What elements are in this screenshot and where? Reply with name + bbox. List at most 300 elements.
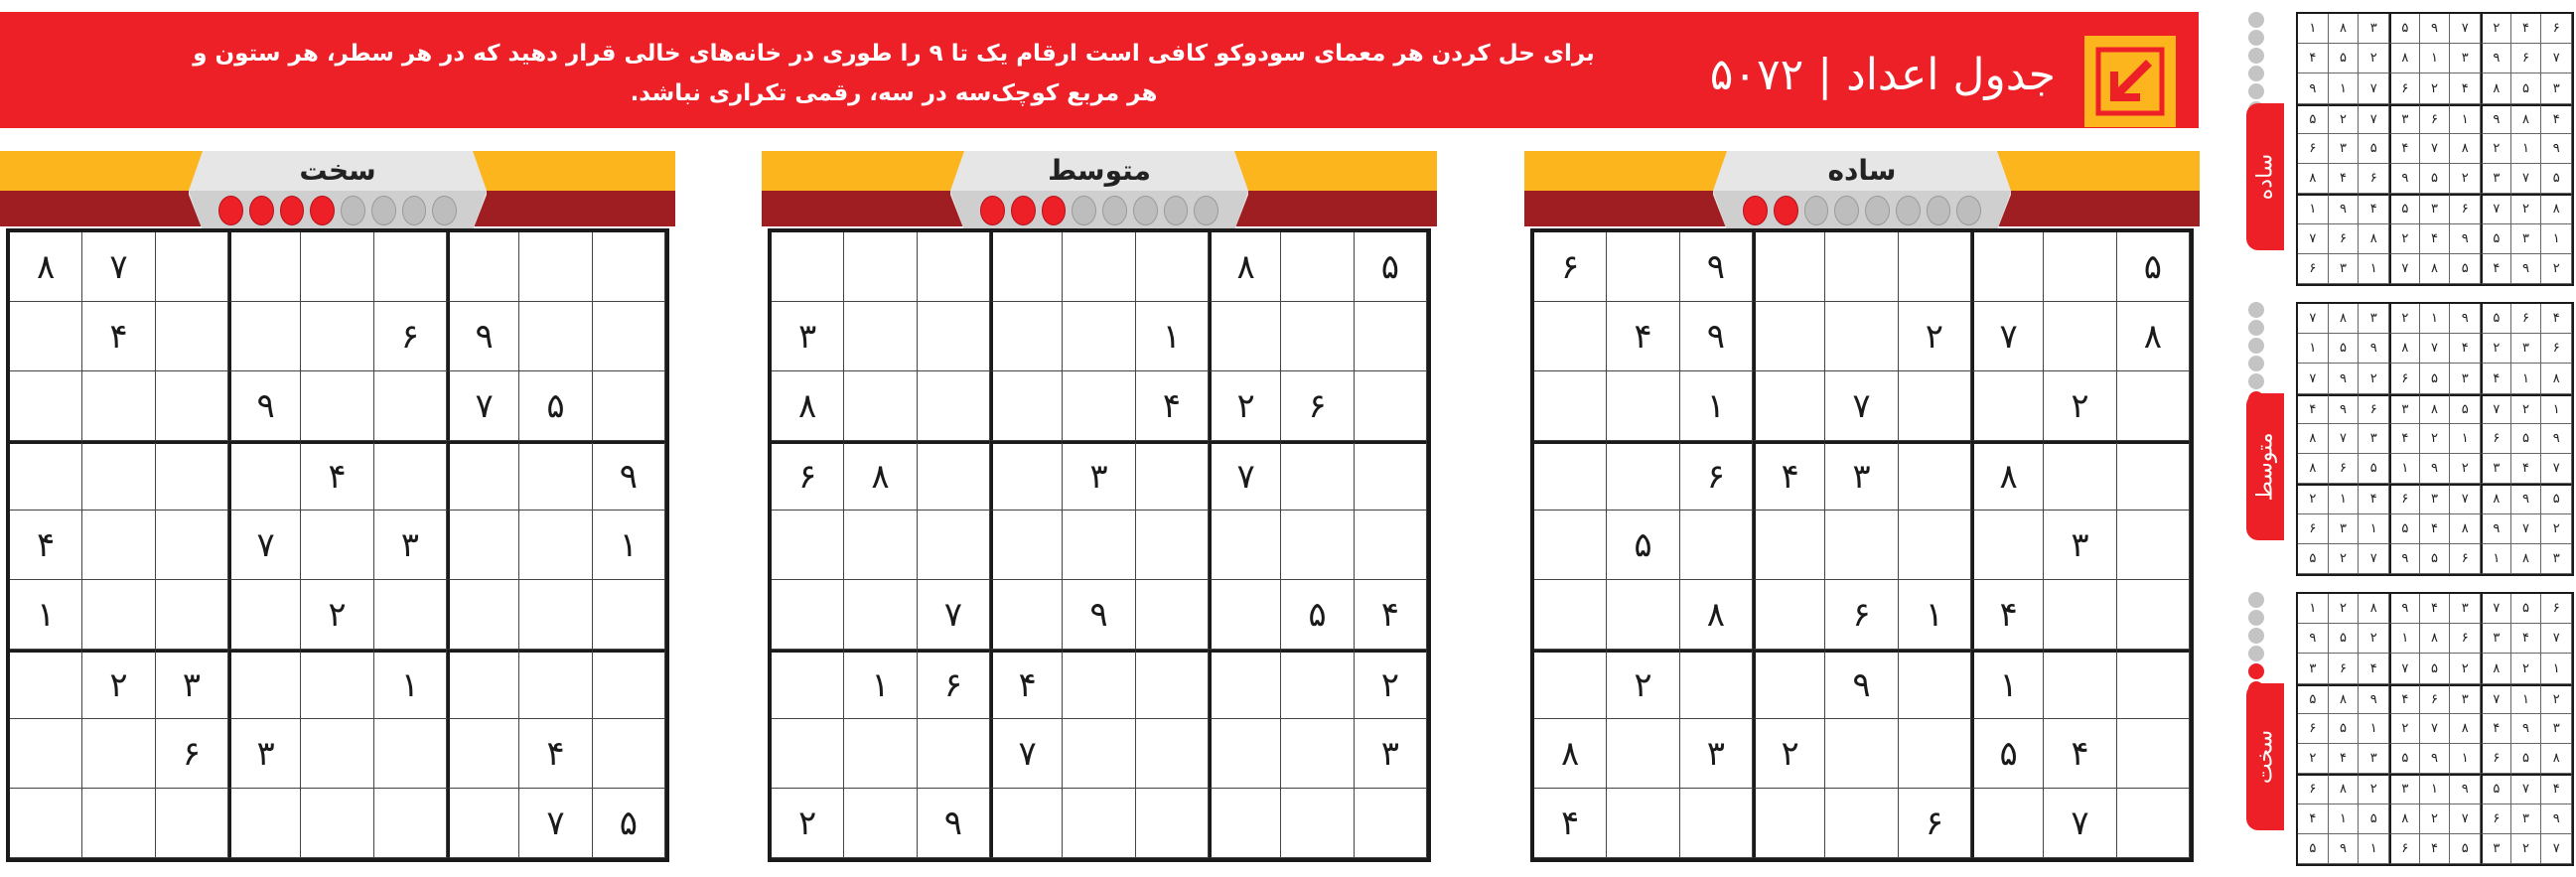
sudoku-cell[interactable]: ۲	[2044, 371, 2116, 441]
sudoku-cell[interactable]: ۸	[1971, 441, 2044, 511]
sudoku-cell[interactable]	[10, 302, 82, 371]
sudoku-cell[interactable]: ۳	[1680, 719, 1753, 789]
sudoku-cell[interactable]: ۹	[447, 302, 519, 371]
sudoku-cell[interactable]	[1607, 719, 1679, 789]
sudoku-cell[interactable]	[918, 371, 990, 441]
sudoku-cell[interactable]: ۷	[1825, 371, 1898, 441]
sudoku-cell[interactable]: ۷	[447, 371, 519, 441]
sudoku-cell[interactable]	[301, 719, 373, 789]
sudoku-cell[interactable]: ۴	[1355, 580, 1427, 650]
sudoku-cell[interactable]: ۸	[1534, 719, 1607, 789]
sudoku-cell[interactable]	[10, 441, 82, 511]
sudoku-cell[interactable]	[1281, 719, 1354, 789]
answer-cell: ۳	[2511, 804, 2542, 834]
sudoku-cell[interactable]	[82, 719, 155, 789]
sudoku-cell[interactable]: ۶	[1534, 232, 1607, 302]
sudoku-cell[interactable]: ۷	[990, 719, 1063, 789]
sudoku-cell[interactable]	[1753, 511, 1825, 580]
sudoku-cell[interactable]	[1355, 441, 1427, 511]
sudoku-cell[interactable]: ۶	[1680, 441, 1753, 511]
sudoku-cell[interactable]: ۱	[1680, 371, 1753, 441]
sudoku-cell[interactable]	[2044, 232, 2116, 302]
header-banner	[0, 12, 2199, 128]
sudoku-cell[interactable]	[2044, 302, 2116, 371]
sudoku-cell[interactable]	[1753, 302, 1825, 371]
answer-cell: ۸	[2329, 684, 2360, 714]
sudoku-cell[interactable]: ۹	[1825, 650, 1898, 719]
answer-cell: ۴	[2481, 714, 2511, 744]
sudoku-cell[interactable]	[82, 371, 155, 441]
answer-cell: ۷	[2481, 194, 2511, 223]
sudoku-cell[interactable]	[1899, 719, 1971, 789]
sudoku-cell[interactable]: ۶	[374, 302, 447, 371]
sudoku-cell[interactable]	[156, 789, 228, 858]
sudoku-cell[interactable]: ۳	[228, 719, 301, 789]
sudoku-cell[interactable]	[772, 580, 844, 650]
sudoku-cell[interactable]	[1607, 371, 1679, 441]
sudoku-cell[interactable]	[228, 302, 301, 371]
sudoku-cell[interactable]: ۹	[1680, 232, 1753, 302]
sudoku-cell[interactable]	[1063, 789, 1135, 858]
sudoku-cell[interactable]	[1534, 371, 1607, 441]
sudoku-cell[interactable]: ۳	[374, 511, 447, 580]
answer-cell: ۲	[2420, 424, 2451, 454]
answer-cell: ۹	[2450, 304, 2481, 334]
sudoku-cell[interactable]	[1680, 511, 1753, 580]
sudoku-cell[interactable]	[990, 580, 1063, 650]
sudoku-cell[interactable]	[1281, 441, 1354, 511]
sudoku-cell[interactable]	[447, 232, 519, 302]
answer-cell: ۵	[2329, 44, 2360, 73]
sudoku-cell[interactable]	[82, 580, 155, 650]
sudoku-cell[interactable]	[1899, 232, 1971, 302]
sudoku-cell[interactable]: ۵	[1355, 232, 1427, 302]
sudoku-cell[interactable]	[1753, 580, 1825, 650]
sudoku-cell[interactable]: ۴	[990, 650, 1063, 719]
sudoku-cell[interactable]	[1825, 719, 1898, 789]
answer-cell: ۹	[2359, 684, 2389, 714]
sudoku-cell[interactable]: ۲	[772, 789, 844, 858]
sudoku-cell[interactable]: ۲	[82, 650, 155, 719]
sudoku-cell[interactable]	[374, 580, 447, 650]
sudoku-cell[interactable]	[918, 441, 990, 511]
puzzle-easy	[1524, 151, 2200, 862]
sudoku-cell[interactable]	[1753, 789, 1825, 858]
sudoku-cell[interactable]: ۵	[1607, 511, 1679, 580]
sudoku-cell[interactable]: ۴	[1753, 441, 1825, 511]
sudoku-cell[interactable]: ۷	[2044, 789, 2116, 858]
answer-cell: ۲	[2359, 624, 2389, 654]
sudoku-cell[interactable]: ۳	[2044, 511, 2116, 580]
answer-difficulty-dot	[2248, 83, 2264, 99]
sudoku-cell[interactable]	[1136, 441, 1209, 511]
sudoku-cell[interactable]	[1607, 441, 1679, 511]
difficulty-dots	[218, 195, 457, 226]
answer-difficulty-dot	[2248, 610, 2264, 626]
sudoku-cell[interactable]: ۲	[301, 580, 373, 650]
sudoku-cell[interactable]	[844, 371, 917, 441]
sudoku-cell[interactable]	[1136, 511, 1209, 580]
sudoku-cell[interactable]	[1534, 580, 1607, 650]
sudoku-cell[interactable]: ۶	[918, 650, 990, 719]
sudoku-cell[interactable]	[1899, 650, 1971, 719]
sudoku-cell[interactable]	[1607, 789, 1679, 858]
sudoku-cell[interactable]	[1281, 650, 1354, 719]
sudoku-cell[interactable]	[844, 232, 917, 302]
sudoku-cell[interactable]: ۱	[1136, 302, 1209, 371]
sudoku-cell[interactable]	[990, 511, 1063, 580]
sudoku-cell[interactable]	[593, 650, 665, 719]
sudoku-cell[interactable]: ۴	[82, 302, 155, 371]
sudoku-cell[interactable]	[519, 511, 592, 580]
sudoku-cell[interactable]	[1281, 789, 1354, 858]
answer-cell: ۲	[2389, 714, 2420, 744]
sudoku-cell[interactable]	[2117, 789, 2190, 858]
sudoku-cell[interactable]	[82, 789, 155, 858]
sudoku-cell[interactable]	[1680, 650, 1753, 719]
sudoku-cell[interactable]	[447, 650, 519, 719]
sudoku-cell[interactable]	[447, 789, 519, 858]
sudoku-cell[interactable]	[374, 232, 447, 302]
answer-cell: ۷	[2389, 654, 2420, 683]
sudoku-cell[interactable]	[990, 441, 1063, 511]
sudoku-cell[interactable]	[772, 511, 844, 580]
sudoku-cell[interactable]	[1534, 441, 1607, 511]
sudoku-cell[interactable]	[1209, 511, 1281, 580]
sudoku-cell[interactable]	[1063, 650, 1135, 719]
sudoku-cell[interactable]	[1136, 232, 1209, 302]
sudoku-cell[interactable]: ۴	[1607, 302, 1679, 371]
sudoku-cell[interactable]: ۴	[1136, 371, 1209, 441]
sudoku-cell[interactable]	[301, 650, 373, 719]
sudoku-cell[interactable]	[1063, 302, 1135, 371]
sudoku-cell[interactable]	[844, 789, 917, 858]
sudoku-cell[interactable]	[1281, 302, 1354, 371]
sudoku-cell[interactable]: ۸	[844, 441, 917, 511]
sudoku-cell[interactable]	[2117, 441, 2190, 511]
sudoku-cell[interactable]	[1607, 580, 1679, 650]
sudoku-cell[interactable]	[1753, 650, 1825, 719]
sudoku-cell[interactable]: ۱	[844, 650, 917, 719]
sudoku-cell[interactable]	[1753, 232, 1825, 302]
sudoku-cell[interactable]	[593, 232, 665, 302]
sudoku-cell[interactable]: ۹	[228, 371, 301, 441]
answer-cell: ۸	[2298, 164, 2329, 194]
answer-difficulty-dot	[2248, 66, 2264, 81]
answer-cell: ۵	[2298, 684, 2329, 714]
sudoku-cell[interactable]: ۷	[519, 789, 592, 858]
sudoku-cell[interactable]	[228, 789, 301, 858]
sudoku-cell[interactable]: ۲	[1899, 302, 1971, 371]
sudoku-cell[interactable]: ۲	[1607, 650, 1679, 719]
sudoku-cell[interactable]	[990, 302, 1063, 371]
sudoku-cell[interactable]	[519, 441, 592, 511]
sudoku-cell[interactable]: ۲	[1209, 371, 1281, 441]
sudoku-cell[interactable]	[990, 789, 1063, 858]
sudoku-cell[interactable]: ۴	[2044, 719, 2116, 789]
sudoku-cell[interactable]	[2117, 511, 2190, 580]
sudoku-cell[interactable]: ۴	[1971, 580, 2044, 650]
answer-cell: ۹	[2420, 14, 2451, 44]
sudoku-cell[interactable]	[374, 789, 447, 858]
sudoku-cell[interactable]	[1136, 650, 1209, 719]
sudoku-cell[interactable]	[1971, 232, 2044, 302]
sudoku-cell[interactable]	[1281, 232, 1354, 302]
sudoku-cell[interactable]	[1355, 789, 1427, 858]
sudoku-cell[interactable]: ۸	[2117, 302, 2190, 371]
sudoku-cell[interactable]: ۴	[10, 511, 82, 580]
sudoku-cell[interactable]	[301, 371, 373, 441]
sudoku-cell[interactable]	[519, 302, 592, 371]
sudoku-cell[interactable]	[772, 650, 844, 719]
answer-cell: ۱	[2329, 804, 2360, 834]
sudoku-cell[interactable]	[156, 232, 228, 302]
difficulty-dot	[432, 196, 457, 225]
sudoku-cell[interactable]	[1355, 371, 1427, 441]
sudoku-cell[interactable]: ۶	[772, 441, 844, 511]
sudoku-cell[interactable]: ۳	[156, 650, 228, 719]
sudoku-cell[interactable]	[82, 441, 155, 511]
sudoku-cell[interactable]	[1534, 650, 1607, 719]
sudoku-cell[interactable]	[593, 719, 665, 789]
sudoku-cell[interactable]	[1534, 302, 1607, 371]
answer-cell: ۷	[2329, 424, 2360, 454]
sudoku-cell[interactable]: ۹	[1680, 302, 1753, 371]
sudoku-cell[interactable]	[301, 789, 373, 858]
sudoku-cell[interactable]	[156, 511, 228, 580]
sudoku-cell[interactable]	[1607, 232, 1679, 302]
sudoku-cell[interactable]	[844, 580, 917, 650]
sudoku-cell[interactable]	[1063, 371, 1135, 441]
sudoku-cell[interactable]	[10, 371, 82, 441]
sudoku-cell[interactable]	[2117, 371, 2190, 441]
answer-cell: ۵	[2298, 834, 2329, 864]
answer-cell: ۲	[2511, 394, 2542, 424]
sudoku-cell[interactable]	[918, 302, 990, 371]
sudoku-cell[interactable]	[844, 302, 917, 371]
sudoku-cell[interactable]	[10, 650, 82, 719]
sudoku-cell[interactable]	[1899, 371, 1971, 441]
sudoku-cell[interactable]: ۵	[1971, 719, 2044, 789]
puzzle-medium	[762, 151, 1437, 862]
sudoku-cell[interactable]	[228, 650, 301, 719]
sudoku-cell[interactable]	[990, 232, 1063, 302]
sudoku-cell[interactable]: ۶	[1899, 789, 1971, 858]
sudoku-cell[interactable]	[447, 719, 519, 789]
answer-cell: ۵	[2420, 164, 2451, 194]
sudoku-cell[interactable]	[1971, 371, 2044, 441]
sudoku-cell[interactable]: ۱	[374, 650, 447, 719]
sudoku-cell[interactable]	[519, 232, 592, 302]
sudoku-cell[interactable]: ۶	[156, 719, 228, 789]
sudoku-cell[interactable]	[156, 580, 228, 650]
sudoku-cell[interactable]	[519, 580, 592, 650]
sudoku-cell[interactable]	[301, 511, 373, 580]
sudoku-cell[interactable]	[447, 511, 519, 580]
sudoku-cell[interactable]	[1209, 580, 1281, 650]
sudoku-cell[interactable]: ۷	[918, 580, 990, 650]
sudoku-cell[interactable]	[1825, 511, 1898, 580]
answer-cell: ۳	[2359, 744, 2389, 774]
sudoku-cell[interactable]	[1753, 371, 1825, 441]
sudoku-cell[interactable]: ۲	[1753, 719, 1825, 789]
sudoku-cell[interactable]: ۷	[82, 232, 155, 302]
sudoku-cell[interactable]	[301, 302, 373, 371]
sudoku-cell[interactable]	[1899, 441, 1971, 511]
sudoku-cell[interactable]	[447, 580, 519, 650]
answer-cell: ۸	[2541, 744, 2572, 774]
sudoku-cell[interactable]	[82, 511, 155, 580]
sudoku-cell[interactable]	[990, 371, 1063, 441]
sudoku-cell[interactable]: ۳	[772, 302, 844, 371]
sudoku-cell[interactable]	[1209, 789, 1281, 858]
sudoku-cell[interactable]	[1063, 719, 1135, 789]
sudoku-cell[interactable]: ۳	[1063, 441, 1135, 511]
sudoku-cell[interactable]	[593, 302, 665, 371]
sudoku-cell[interactable]: ۴	[301, 441, 373, 511]
answer-cell: ۸	[2329, 774, 2360, 804]
sudoku-cell[interactable]	[228, 232, 301, 302]
sudoku-cell[interactable]	[228, 580, 301, 650]
sudoku-cell[interactable]: ۹	[1063, 580, 1135, 650]
answer-cell: ۵	[2389, 744, 2420, 774]
sudoku-cell[interactable]	[374, 371, 447, 441]
answer-cell: ۳	[2450, 594, 2481, 624]
answer-cell: ۴	[2329, 744, 2360, 774]
sudoku-cell[interactable]	[1136, 719, 1209, 789]
sudoku-cell[interactable]: ۵	[1281, 580, 1354, 650]
sudoku-cell[interactable]	[2117, 719, 2190, 789]
sudoku-cell[interactable]	[1209, 650, 1281, 719]
sudoku-cell[interactable]: ۸	[10, 232, 82, 302]
sudoku-cell[interactable]: ۵	[2117, 232, 2190, 302]
sudoku-cell[interactable]	[1355, 302, 1427, 371]
answer-cell: ۷	[2541, 44, 2572, 73]
sudoku-cell[interactable]	[593, 580, 665, 650]
answer-cell: ۳	[2450, 364, 2481, 393]
sudoku-cell[interactable]	[1971, 789, 2044, 858]
sudoku-cell[interactable]: ۵	[519, 371, 592, 441]
sudoku-cell[interactable]: ۴	[519, 719, 592, 789]
sudoku-cell[interactable]: ۱	[1971, 650, 2044, 719]
sudoku-cell[interactable]: ۸	[1680, 580, 1753, 650]
sudoku-cell[interactable]	[844, 511, 917, 580]
sudoku-cell[interactable]	[918, 232, 990, 302]
answer-cell: ۴	[2389, 134, 2420, 164]
sudoku-cell[interactable]	[1209, 302, 1281, 371]
answer-cell: ۷	[2389, 254, 2420, 284]
sudoku-cell[interactable]: ۸	[772, 371, 844, 441]
answer-cell: ۸	[2481, 484, 2511, 513]
answer-cell: ۸	[2541, 364, 2572, 393]
sudoku-cell[interactable]: ۲	[1355, 650, 1427, 719]
sudoku-cell[interactable]: ۴	[1534, 789, 1607, 858]
sudoku-cell[interactable]	[1899, 511, 1971, 580]
sudoku-cell[interactable]	[1825, 232, 1898, 302]
sudoku-cell[interactable]	[10, 789, 82, 858]
sudoku-cell[interactable]	[1355, 511, 1427, 580]
puzzle-header	[0, 151, 675, 230]
sudoku-cell[interactable]	[301, 232, 373, 302]
sudoku-cell[interactable]	[2117, 650, 2190, 719]
sudoku-cell[interactable]: ۱	[10, 580, 82, 650]
sudoku-cell[interactable]: ۷	[1209, 441, 1281, 511]
sudoku-cell[interactable]: ۸	[1209, 232, 1281, 302]
sudoku-cell[interactable]	[1281, 511, 1354, 580]
sudoku-cell[interactable]	[593, 371, 665, 441]
sudoku-cell[interactable]	[1971, 511, 2044, 580]
sudoku-cell[interactable]: ۷	[1971, 302, 2044, 371]
answer-cell: ۶	[2298, 254, 2329, 284]
sudoku-cell[interactable]: ۶	[1825, 580, 1898, 650]
sudoku-cell[interactable]	[1534, 511, 1607, 580]
sudoku-cell[interactable]: ۹	[918, 789, 990, 858]
sudoku-cell[interactable]	[156, 371, 228, 441]
sudoku-cell[interactable]	[1825, 302, 1898, 371]
sudoku-cell[interactable]: ۳	[1825, 441, 1898, 511]
answer-cell: ۳	[2481, 624, 2511, 654]
sudoku-cell[interactable]	[772, 719, 844, 789]
sudoku-cell[interactable]	[1136, 789, 1209, 858]
sudoku-cell[interactable]	[1063, 511, 1135, 580]
sudoku-cell[interactable]	[1825, 789, 1898, 858]
sudoku-cell[interactable]	[374, 441, 447, 511]
sudoku-cell[interactable]	[2044, 580, 2116, 650]
answer-cell: ۱	[2298, 594, 2329, 624]
sudoku-cell[interactable]: ۷	[228, 511, 301, 580]
sudoku-cell[interactable]	[1136, 580, 1209, 650]
sudoku-cell[interactable]: ۱	[593, 511, 665, 580]
sudoku-cell[interactable]	[10, 719, 82, 789]
sudoku-cell[interactable]	[1680, 789, 1753, 858]
sudoku-cell[interactable]	[228, 441, 301, 511]
answer-cell: ۵	[2541, 164, 2572, 194]
sudoku-cell[interactable]	[156, 302, 228, 371]
answer-cell: ۱	[2450, 744, 2481, 774]
answer-cell: ۳	[2359, 14, 2389, 44]
sudoku-cell[interactable]	[2117, 580, 2190, 650]
sudoku-cell[interactable]: ۹	[593, 441, 665, 511]
answer-cell: ۴	[2359, 654, 2389, 683]
sudoku-cell[interactable]	[918, 719, 990, 789]
sudoku-cell[interactable]	[1063, 232, 1135, 302]
answer-cell: ۷	[2420, 334, 2451, 364]
sudoku-cell[interactable]: ۵	[593, 789, 665, 858]
sudoku-cell[interactable]: ۱	[1899, 580, 1971, 650]
sudoku-cell[interactable]	[156, 441, 228, 511]
answer-cell: ۸	[2450, 714, 2481, 744]
sudoku-cell[interactable]	[918, 511, 990, 580]
answer-cell: ۶	[2389, 484, 2420, 513]
answer-cell: ۴	[2450, 73, 2481, 103]
sudoku-cell[interactable]	[447, 441, 519, 511]
answer-cell: ۹	[2541, 134, 2572, 164]
answer-cell: ۷	[2511, 774, 2542, 804]
sudoku-cell[interactable]	[374, 719, 447, 789]
sudoku-cell[interactable]: ۳	[1355, 719, 1427, 789]
answer-cell: ۳	[2389, 104, 2420, 134]
sudoku-cell[interactable]	[772, 232, 844, 302]
sudoku-cell[interactable]: ۶	[1281, 371, 1354, 441]
sudoku-cell[interactable]	[2044, 441, 2116, 511]
sudoku-cell[interactable]	[1209, 719, 1281, 789]
answer-cell: ۵	[2359, 134, 2389, 164]
answer-cell: ۸	[2420, 394, 2451, 424]
sudoku-cell[interactable]	[2044, 650, 2116, 719]
sudoku-cell[interactable]	[844, 719, 917, 789]
answer-cell: ۵	[2450, 254, 2481, 284]
sudoku-cell[interactable]	[519, 650, 592, 719]
